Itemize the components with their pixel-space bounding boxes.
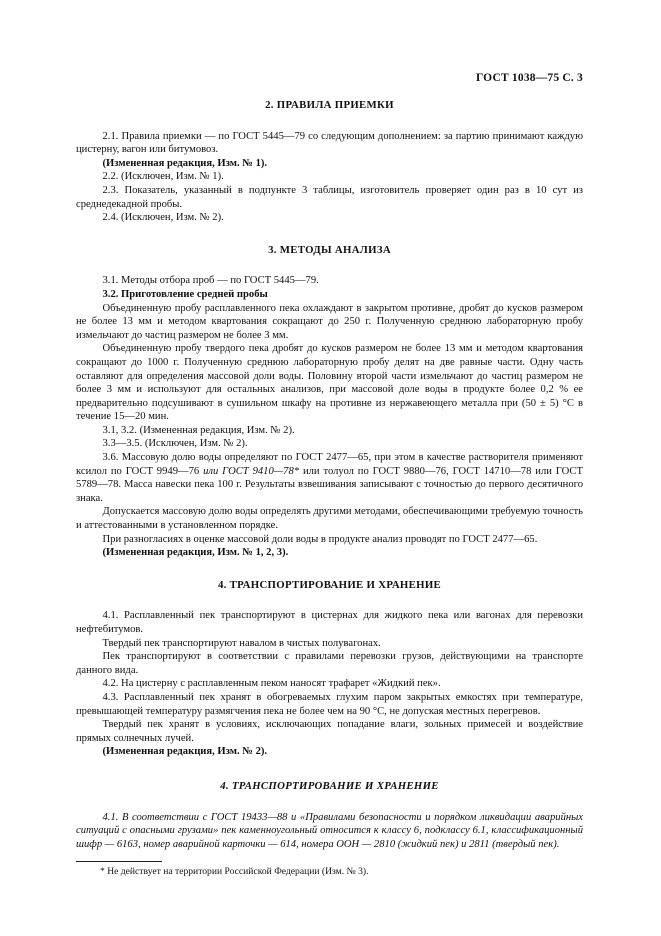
paragraph: 4.1. Расплавленный пек транспортируют в цистернах для жидкого пека или вагонах для перевозки нефтебитумов. — [76, 610, 583, 635]
paragraph: 2.2. (Исключен, Изм. № 1). — [102, 171, 224, 183]
amendment-note: (Измененная редакция, Изм. № 1, 2, 3). — [102, 547, 289, 559]
paragraph: 4.3. Расплавленный пек хранят в обогреваемых глухим паром закрытых емкостях при температуре, превышающей температуру размягчения пека не более чем на 90 °С, не допуская местных перегревов. — [76, 691, 583, 717]
amendment-note: (Измененная редакция, Изм. № 1). — [102, 157, 268, 169]
paragraph: Объединенную пробу расплавленного пека охлаждают в закрытом противне, дробят до кусков размером не более 13 мм и методом квартования сокращают до 250 г. Полученную среднюю лабораторную пробу измельчают до частиц размером не более 3 мм. — [76, 302, 583, 341]
paragraph: Объединенную пробу твердого пека дробят до кусков размером не более 13 мм и методом квартования сокращают до 1000 г. Полученную среднюю лабораторную пробу делят на две равные части. Одну часть оставляют для определения массовой доли воды. Половину второй части измельчают до частиц размером не более 3 мм и используют для остальных анализов, при массовой доле воды в продукте более 0,2 % ее предварительно подсушивают в сушильном шкафу на противне из нержавеющего металла при (50 ± 5) °С в течение 15—20 мин. — [76, 343, 583, 423]
section-3-title: 3. МЕТОДЫ АНАЛИЗА — [268, 243, 391, 256]
paragraph-text: 3.6. Массовую долю воды определяют по ГОСТ 2477—65, при этом в качестве растворителя применяют ксилол по ГОСТ 9949—76 — [76, 452, 583, 477]
paragraph: 2.3. Показатель, указанный в подпункте 3 таблицы, изготовитель проверяет один раз в 10 сут из среднедекадной пробы. — [76, 184, 583, 210]
paragraph: Твердый пек транспортируют навалом в чистых полувагонах. — [102, 637, 381, 649]
document-body — [76, 99, 583, 879]
paragraph: 4.2. На цистерну с расплавленным пеком наносят трафарет «Жидкий пек». — [102, 678, 441, 690]
section-4-alt-title: 4. ТРАНСПОРТИРОВАНИЕ И ХРАНЕНИЕ — [220, 779, 439, 792]
paragraph — [76, 451, 583, 505]
footnote-divider — [76, 861, 162, 862]
paragraph: При разногласиях в оценке массовой доли воды в продукте анализ проводят по ГОСТ 2477—65. — [102, 533, 538, 545]
amendment-note: (Измененная редакция, Изм. № 2). — [102, 746, 268, 758]
paragraph: Допускается массовую долю воды определять другими методами, обеспечивающими требуемую точность и аттестованными в установленном порядке. — [76, 506, 583, 532]
paragraph: Пек транспортируют в соответствии с правилами перевозки грузов, действующими на транспорте данного вида. — [76, 651, 583, 676]
paragraph: 4.1. В соответствии с ГОСТ 19433—88 и «Правилами безопасности и порядком ликвидации аварийных ситуаций с опасными грузами» пек каменноугольный относится к классу 6, подклассу 6.1, классификационный шифр — 6163, номер аварийной карточки — 614, номера ООН — 2810 (жидкий пек) и 2811 (твердый пек). — [76, 811, 583, 850]
paragraph: 2.4. (Исключен, Изм. № 2). — [102, 212, 224, 224]
section-2-title: 2. ПРАВИЛА ПРИЕМКИ — [265, 99, 394, 111]
footnote: * Не действует на территории Российской Федерации (Изм. № 3). — [100, 866, 369, 878]
page-header: ГОСТ 1038—75 С. 3 — [475, 72, 583, 84]
paragraph-text: или толуол по ГОСТ 9880—76, ГОСТ 14710—78 или ГОСТ 5789—78. Масса навески пека 100 г. Результаты взвешивания записывают с точностью до первого десятичного знака. — [76, 465, 583, 504]
paragraph: 3.1. Методы отбора проб — по ГОСТ 5445—79. — [102, 275, 319, 287]
section-4-title: 4. ТРАНСПОРТИРОВАНИЕ И ХРАНЕНИЕ — [217, 578, 442, 591]
amendment-note: 3.3—3.5. (Исключен, Изм. № 2). — [102, 438, 248, 450]
subsection-heading: 3.2. Приготовление средней пробы — [102, 288, 268, 300]
paragraph: Твердый пек хранят в условиях, исключающих попадание влаги, зольных примесей и воздействие прямых солнечных лучей. — [76, 719, 583, 744]
amendment-note: 3.1, 3.2. (Измененная редакция, Изм. № 2). — [102, 424, 295, 436]
paragraph-text-italic: или ГОСТ 9410—78* — [203, 465, 300, 477]
paragraph: 2.1. Правила приемки — по ГОСТ 5445—79 со следующим дополнением: за партию принимают каждую цистерну, вагон или битумовоз. — [76, 130, 583, 156]
